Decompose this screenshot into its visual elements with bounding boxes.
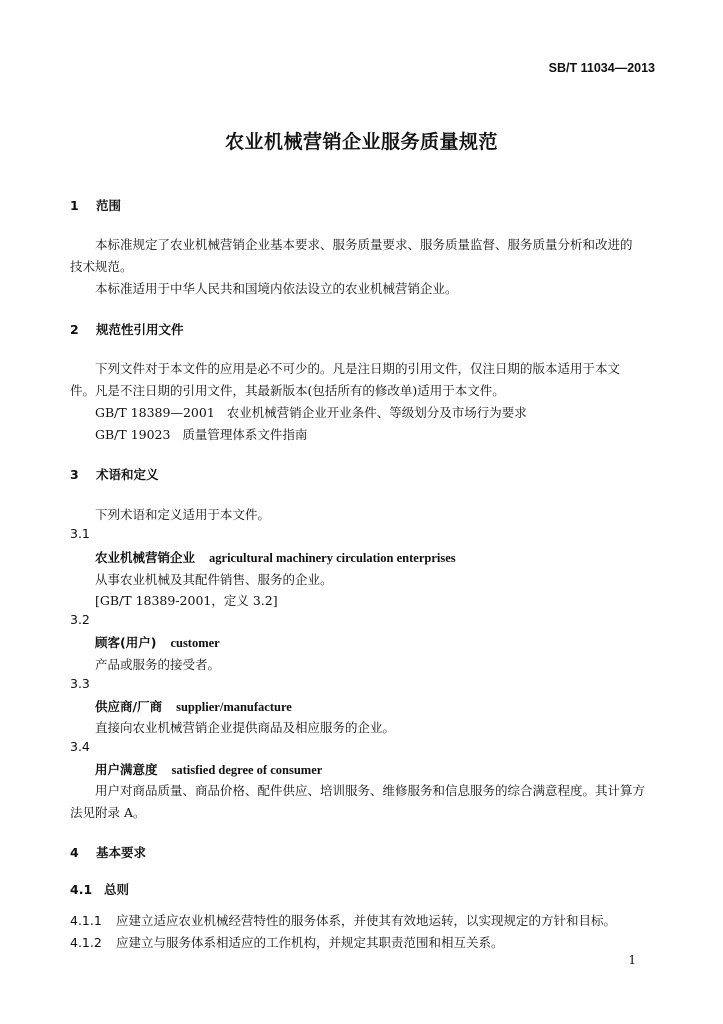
section-title: 范围 (96, 198, 122, 213)
reference-code: GB/T 19023 (95, 427, 171, 442)
section-number: 1 (70, 198, 79, 213)
term-en: customer (170, 636, 220, 650)
section-number: 2 (70, 322, 79, 337)
reference-item (95, 403, 527, 421)
doc-number: SB/T 11034—2013 (548, 61, 655, 75)
term-number: 3.3 (70, 676, 90, 691)
sec1-paragraph-2: 本标准适用于中华人民共和国境内依法设立的农业机械营销企业。 (95, 281, 458, 296)
section-title: 术语和定义 (96, 467, 159, 482)
term-heading (95, 760, 322, 778)
term-heading (95, 548, 456, 566)
section-number: 4 (70, 845, 79, 860)
term-definition: 从事农业机械及其配件销售、服务的企业。 (95, 572, 333, 587)
sec3-intro: 下列术语和定义适用于本文件。 (95, 507, 271, 522)
page-title: 农业机械营销企业服务质量规范 (224, 131, 498, 153)
term-note: [GB/T 18389-2001，定义 3.2] (95, 593, 278, 608)
term-en: agricultural machinery circulation enterprises (209, 551, 456, 565)
term-number: 3.4 (70, 739, 90, 754)
term-cn: 顾客(用户) (95, 635, 157, 650)
reference-code: GB/T 18389—2001 (95, 405, 215, 420)
clause-number: 4.1.2 (70, 935, 102, 950)
term-definition: 产品或服务的接受者。 (95, 657, 221, 672)
subsection-number: 4.1 (70, 882, 93, 897)
term-cn: 农业机械营销企业 (95, 550, 196, 565)
term-definition-line-2: 法见附录 A。 (70, 805, 146, 820)
sec1-paragraph-1-line-2: 技术规范。 (70, 259, 133, 274)
reference-title: 质量管理体系文件指南 (182, 427, 308, 442)
clause-item (70, 933, 504, 951)
section-title: 规范性引用文件 (96, 322, 184, 337)
reference-item (95, 425, 307, 443)
section-3-heading (70, 465, 159, 483)
sec1-paragraph-1-line-1: 本标准规定了农业机械营销企业基本要求、服务质量要求、服务质量监督、服务质量分析和改进的 (95, 237, 633, 252)
section-2-heading (70, 320, 184, 338)
term-number: 3.1 (70, 526, 90, 541)
clause-item (70, 911, 616, 929)
reference-title: 农业机械营销企业开业条件、等级划分及市场行为要求 (226, 405, 527, 420)
term-heading (95, 697, 292, 715)
term-cn: 供应商/厂商 (95, 699, 163, 714)
section-title: 基本要求 (96, 845, 147, 860)
section-1-heading (70, 196, 121, 214)
term-number: 3.2 (70, 612, 90, 627)
term-cn: 用户满意度 (95, 762, 158, 777)
page-number: 1 (628, 953, 636, 967)
subsection-title: 总则 (104, 882, 130, 897)
clause-text: 应建立与服务体系相适应的工作机构，并规定其职责范围和相互关系。 (116, 935, 504, 950)
sec2-paragraph-line-1: 下列文件对于本文件的应用是必不可少的。凡是注日期的引用文件，仅注日期的版本适用于本文 (95, 361, 621, 376)
subsection-4-1-heading (70, 880, 129, 898)
sec2-paragraph-line-2: 件。凡是不注日期的引用文件，其最新版本(包括所有的修改单)适用于本文件。 (70, 383, 505, 398)
term-heading (95, 633, 220, 651)
term-en: satisfied degree of consumer (171, 763, 323, 777)
term-definition: 直接向农业机械营销企业提供商品及相应服务的企业。 (95, 720, 396, 735)
section-4-heading (70, 843, 146, 861)
term-en: supplier/manufacture (176, 700, 292, 714)
section-number: 3 (70, 467, 79, 482)
clause-text: 应建立适应农业机械经营特性的服务体系，并使其有效地运转，以实现规定的方针和目标。 (116, 913, 617, 928)
term-definition-line-1: 用户对商品质量、商品价格、配件供应、培训服务、维修服务和信息服务的综合满意程度。其计算方 (95, 783, 646, 798)
clause-number: 4.1.1 (70, 913, 102, 928)
